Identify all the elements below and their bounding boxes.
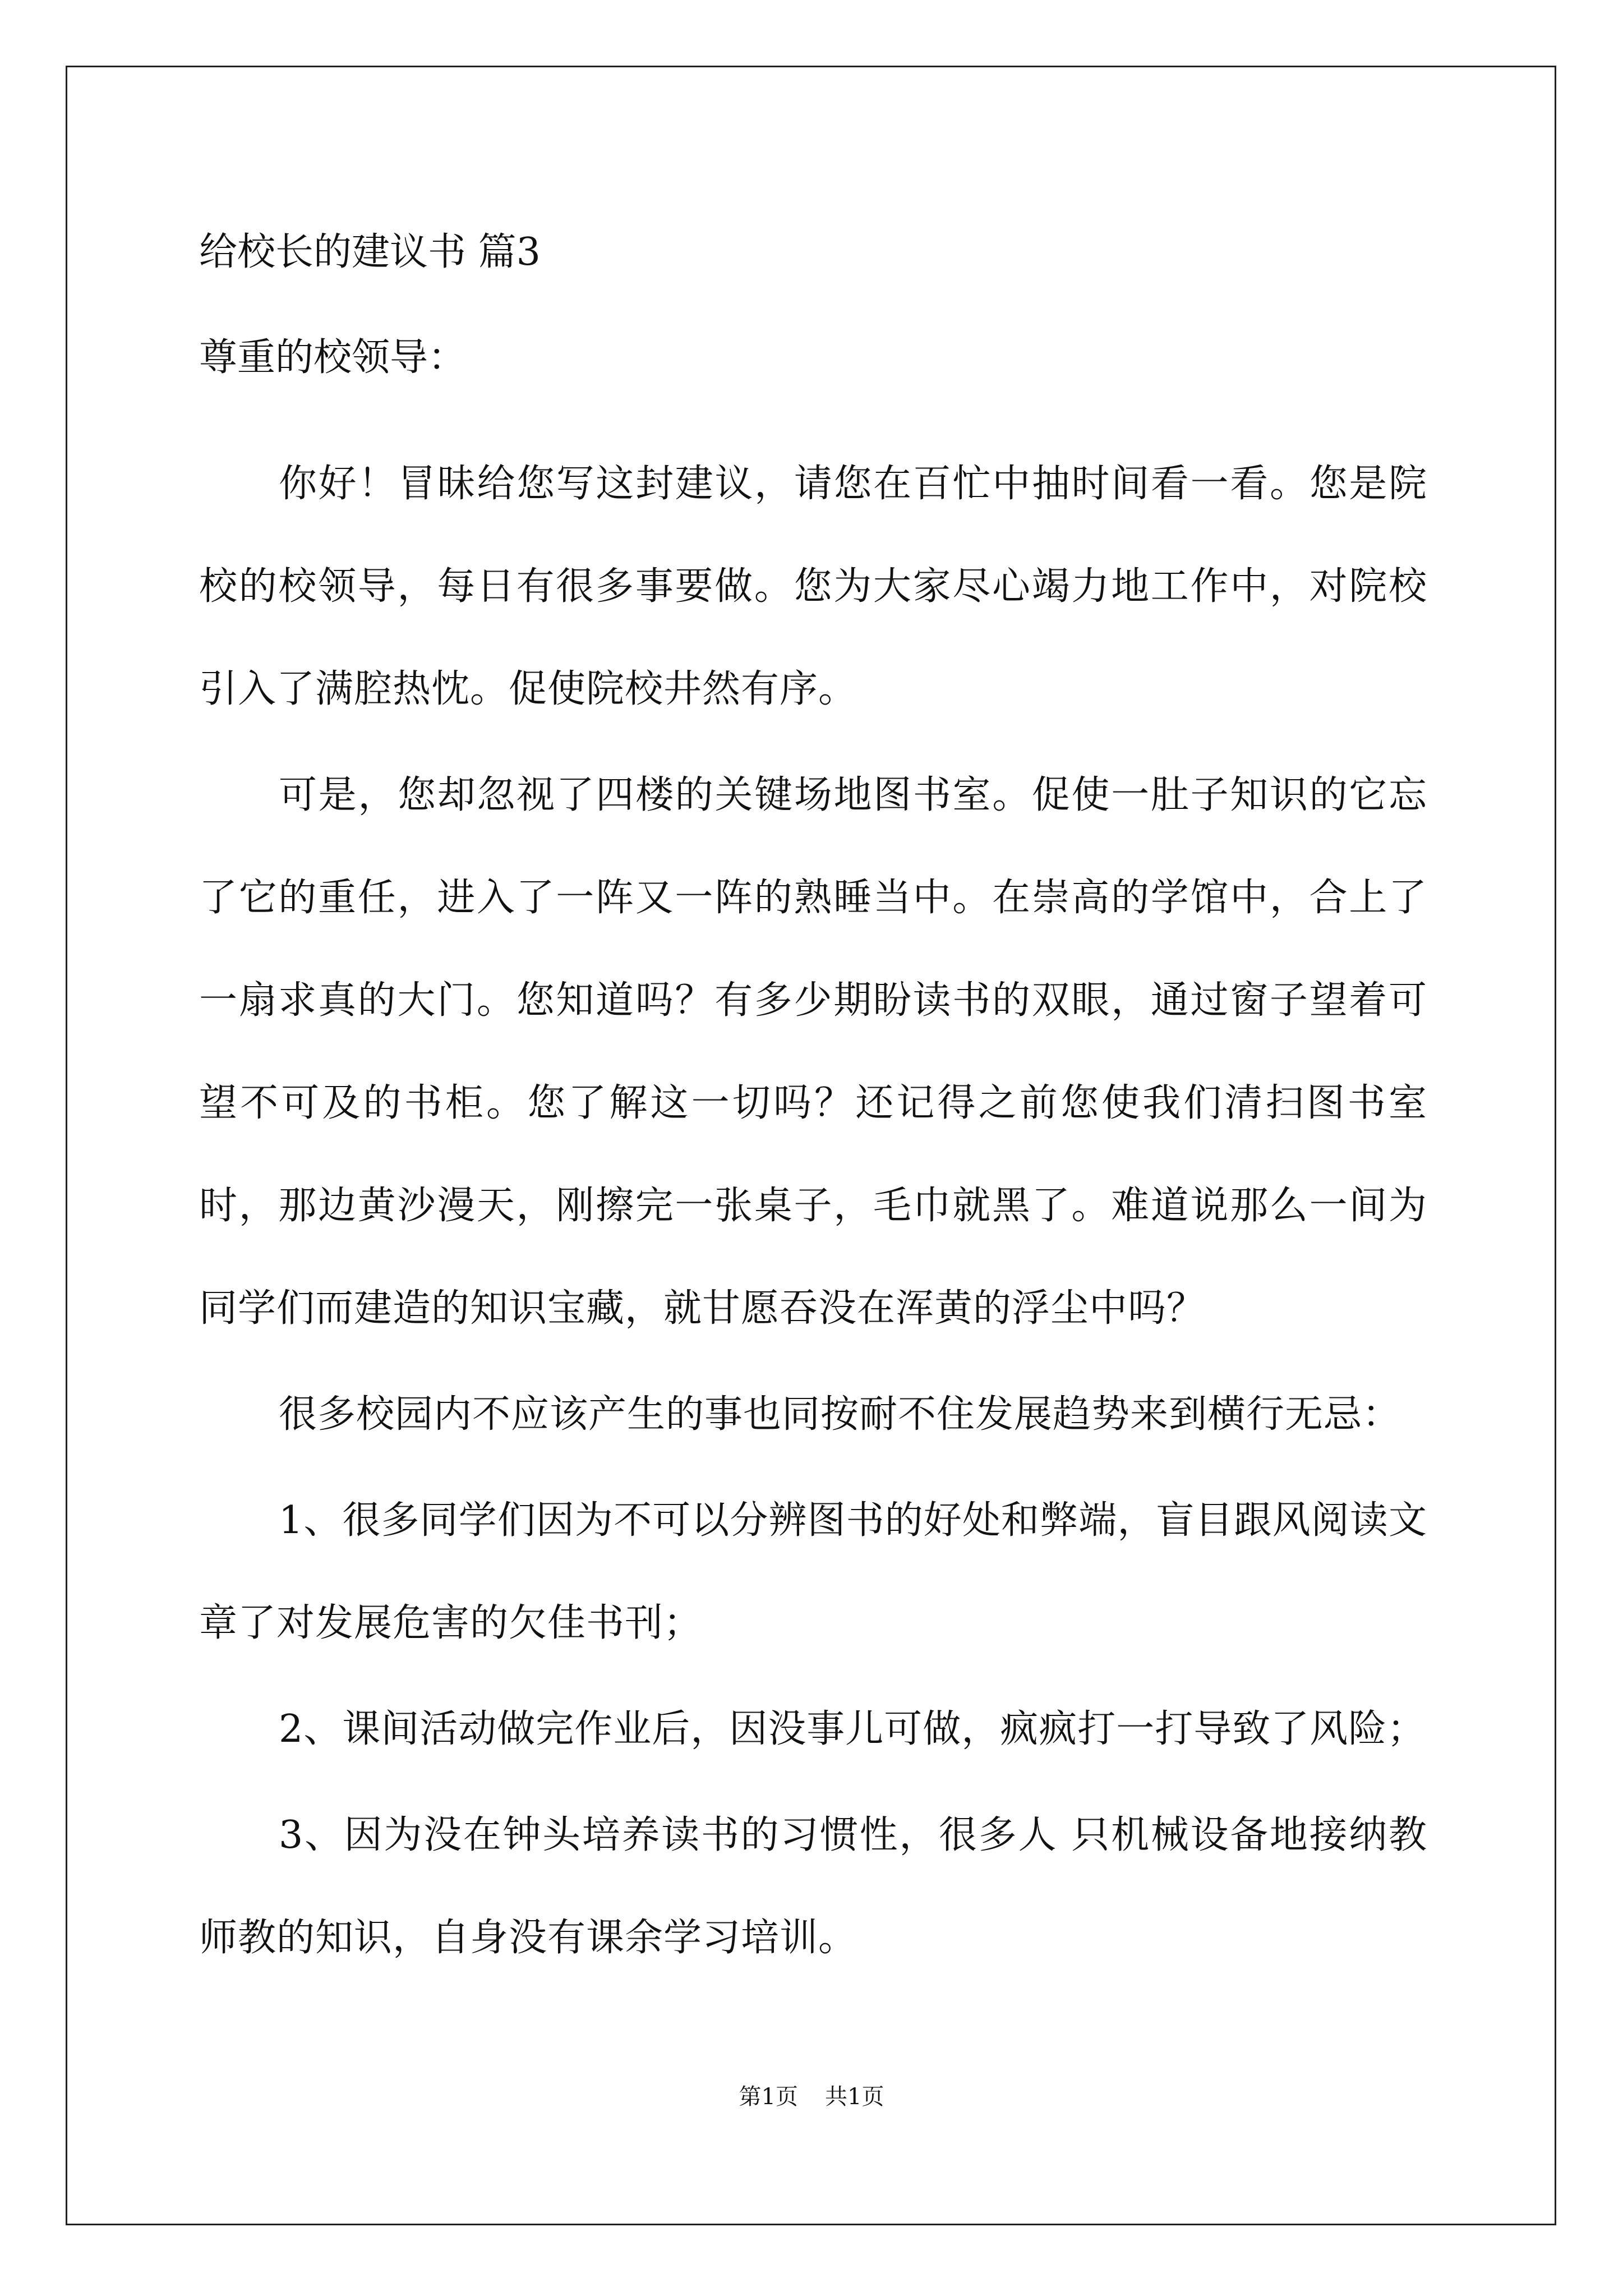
salutation: 尊重的校领导： bbox=[199, 335, 467, 380]
page-footer bbox=[0, 2080, 1623, 2114]
paragraph-3: 很多校园内不应该产生的事也同按耐不住发展趋势来到横行无忌： bbox=[279, 1392, 1401, 1437]
page-number-current: 第1页 bbox=[739, 2084, 798, 2110]
paragraph-2: 可是，您却忽视了四楼的关键场地图书室。促使一肚子知识的它忘了它的重任，进入了一阵又一阵的熟睡当中。在崇高的学馆中，合上了一扇求真的大门。您知道吗？有多少期盼读书的双眼，通过窗子望着可望不可及的书柜。您了解这一切吗？还记得之前您使我们清扫图书室时，那边黄沙漫天，刚擦完一张桌子，毛巾就黑了。难道说那么一间为同学们而建造的知识宝藏，就甘愿吞没在浑黄的浮尘中吗？ bbox=[199, 773, 1427, 1331]
page-number-total: 共1页 bbox=[825, 2084, 884, 2110]
document-body bbox=[199, 222, 1427, 1993]
paragraph-5: 2、课间活动做完作业后，因没事儿可做，疯疯打一打导致了风险； bbox=[279, 1707, 1426, 1751]
paragraph-6: 3、因为没在钟头培养读书的习惯性，很多人 只机械设备地接纳教师教的知识，自身没有课余学习培训。 bbox=[199, 1813, 1427, 1960]
paragraph-4: 1、很多同学们因为不可以分辨图书的好处和弊端，盲目跟风阅读文章了对发展危害的欠佳书刊； bbox=[199, 1498, 1427, 1645]
document-title: 给校长的建议书 篇3 bbox=[199, 230, 541, 274]
paragraph-1: 你好！冒昧给您写这封建议，请您在百忙中抽时间看一看。您是院校的校领导，每日有很多事要做。您为大家尽心竭力地工作中，对院校引入了满腔热忱。促使院校井然有序。 bbox=[199, 462, 1427, 711]
